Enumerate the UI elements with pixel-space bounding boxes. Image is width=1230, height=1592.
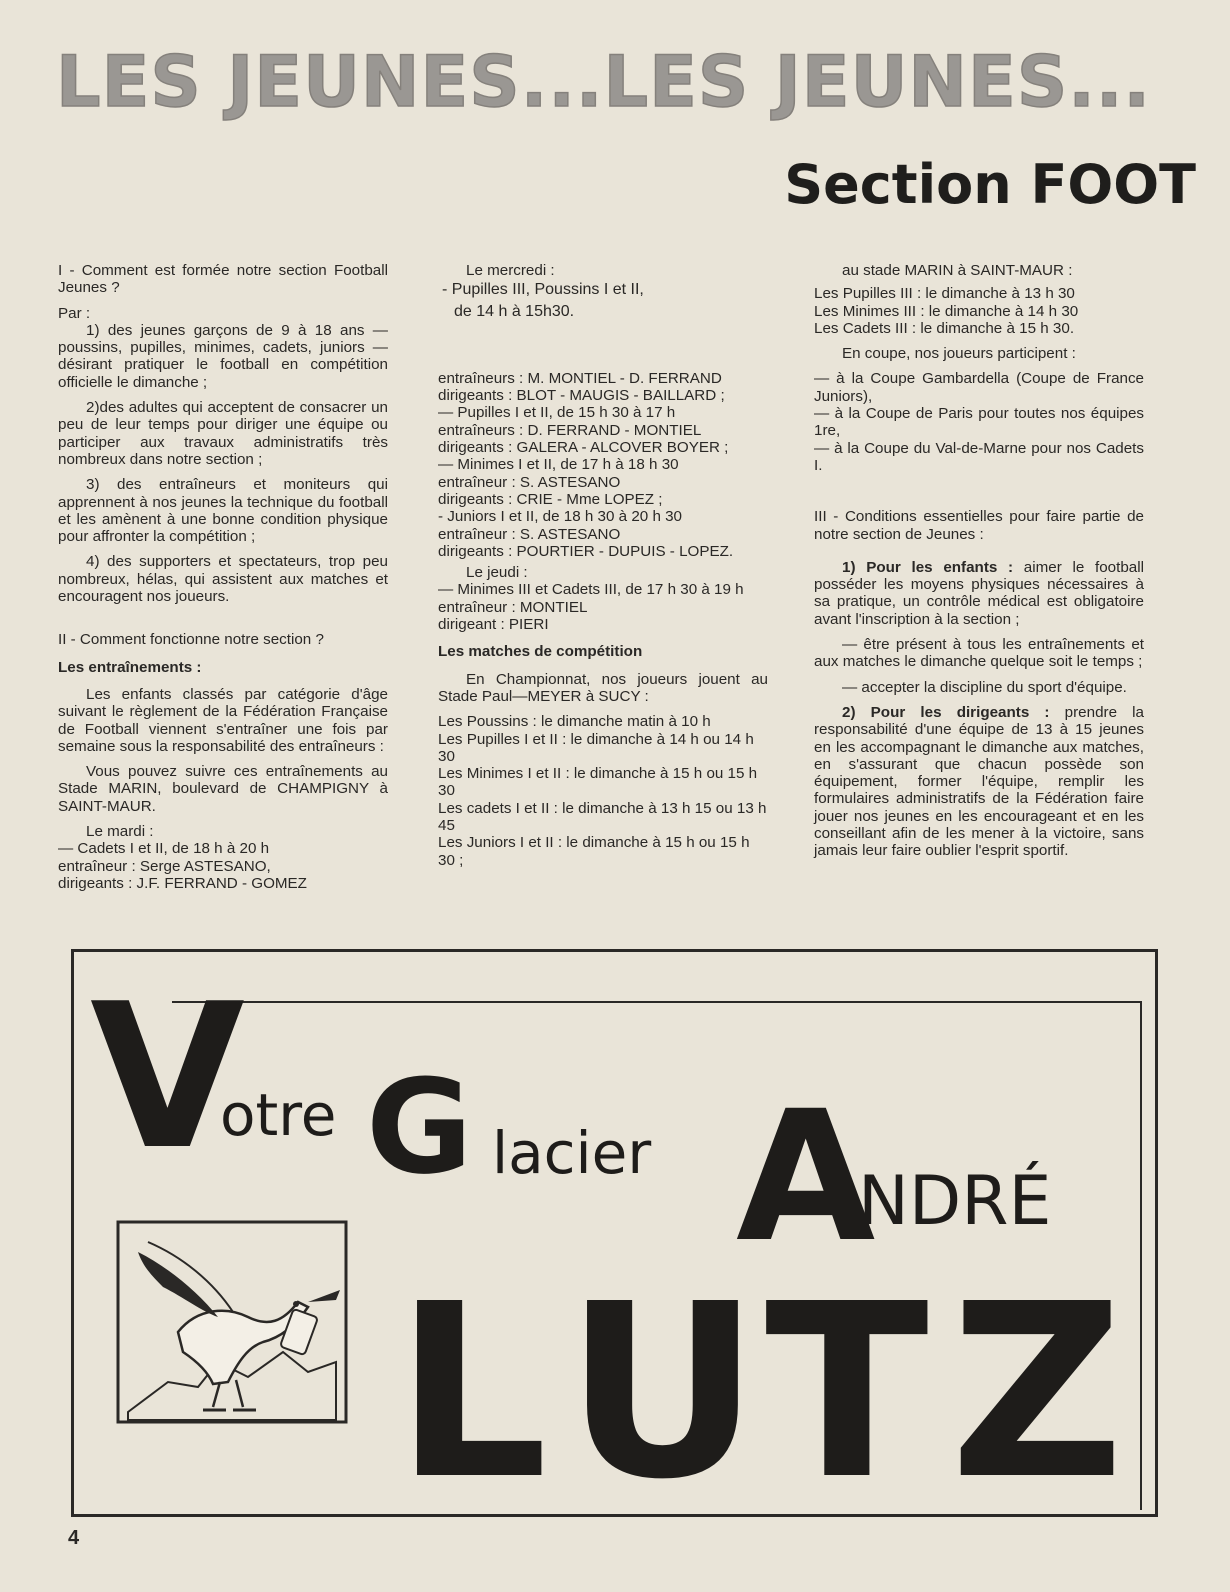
schedule-line: entraîneur : MONTIEL bbox=[438, 598, 588, 616]
ad-letter-t: T bbox=[765, 1252, 929, 1532]
paragraph: 3) des entraîneurs et moniteurs qui apprennent à nos jeunes la technique du football et les amènent à une bonne condition physique pour affronter la compétition ; bbox=[58, 476, 388, 546]
ad-word-ndre: NDRÉ bbox=[858, 1162, 1052, 1241]
match-line: Les Poussins : le dimanche matin à 10 h bbox=[438, 713, 711, 731]
day-label: Le mardi : bbox=[86, 823, 154, 841]
ad-letter-u: U bbox=[565, 1252, 760, 1532]
schedule-block bbox=[814, 285, 1144, 337]
cup-item: — à la Coupe Gambardella (Coupe de France Juniors), bbox=[814, 370, 1144, 405]
schedule-line: dirigeants : CRIE - Mme LOPEZ ; bbox=[438, 490, 663, 508]
ad-letter-g: G bbox=[366, 1051, 473, 1203]
schedule-line: entraîneurs : D. FERRAND - MONTIEL bbox=[438, 421, 702, 439]
question-3: III - Conditions essentielles pour faire partie de notre section de Jeunes : bbox=[814, 508, 1144, 543]
paragraph: En Championnat, nos joueurs jouent au Stade Paul—MEYER à SUCY : bbox=[438, 670, 768, 705]
paragraph: En coupe, nos joueurs participent : bbox=[842, 345, 1076, 363]
schedule-line: — Pupilles I et II, de 15 h 30 à 17 h bbox=[438, 404, 676, 422]
paragraph: Vous pouvez suivre ces entraînements au Stade MARIN, boulevard de CHAMPIGNY à SAINT-MAUR. bbox=[58, 763, 388, 815]
schedule-line: — Cadets I et II, de 18 h à 20 h bbox=[58, 840, 270, 858]
paragraph: — être présent à tous les entraînements et aux matches le dimanche quelque soit le temps ; bbox=[814, 636, 1144, 671]
schedule-block bbox=[438, 581, 768, 633]
ad-letter-l: L bbox=[395, 1252, 548, 1532]
schedule-block bbox=[58, 840, 388, 892]
question-1: I - Comment est formée notre section Football Jeunes ? bbox=[58, 262, 388, 297]
schedule-line: Les Minimes III : le dimanche à 14 h 30 bbox=[814, 302, 1079, 320]
condition-label: 2) Pour les dirigeants : bbox=[842, 703, 1050, 721]
schedule-line: dirigeants : GALERA - ALCOVER BOYER ; bbox=[438, 439, 729, 457]
par-label: Par : bbox=[58, 304, 91, 322]
match-line: Les Pupilles I et II : le dimanche à 14 h ou 14 h 30 bbox=[438, 730, 754, 765]
subheading-matches: Les matches de compétition bbox=[438, 643, 643, 661]
ad-word-lacier: lacier bbox=[492, 1119, 652, 1187]
match-line: Les Minimes I et II : le dimanche à 15 h ou 15 h 30 bbox=[438, 765, 758, 800]
schedule-line: — Minimes I et II, de 17 h à 18 h 30 bbox=[438, 456, 679, 474]
banner-title: LES JEUNES...LES JEUNES... bbox=[56, 41, 1152, 123]
subheading-entrainements: Les entraînements : bbox=[58, 658, 202, 676]
bird-illustration bbox=[108, 1212, 358, 1437]
match-line: Les Juniors I et II : le dimanche à 15 h ou 15 h 30 ; bbox=[438, 834, 750, 869]
day-label: Le mercredi : bbox=[466, 262, 555, 279]
paragraph: 4) des supporters et spectateurs, trop peu nombreux, hélas, qui assistent aux matches et encouragent nos joueurs. bbox=[58, 553, 388, 606]
schedule-line: Les Cadets III : le dimanche à 15 h 30. bbox=[814, 319, 1075, 337]
condition-text: prendre la responsabilité d'une équipe de 13 à 15 jeunes en les accompagnant le dimanche aux matches, en s'assurant que chacun possède son équipement, former l'équipe, remplir les formulaires administratifs de la Fédération faire jouer nos jeunes en les encourageant et en les conseillant afin de les mener à la victoire, sans jamais leur faire oublier l'esprit sportif. bbox=[814, 703, 1145, 860]
paragraph bbox=[814, 704, 1144, 860]
cup-item: — à la Coupe du Val-de-Marne pour nos Cadets I. bbox=[814, 439, 1144, 474]
schedule-line: dirigeants : BLOT - MAUGIS - BAILLARD ; bbox=[438, 387, 725, 405]
match-schedule bbox=[438, 713, 768, 869]
page-number: 4 bbox=[68, 1527, 80, 1549]
condition-label: 1) Pour les enfants : bbox=[842, 558, 1014, 576]
schedule-line: - Pupilles III, Poussins I et II, bbox=[442, 281, 644, 299]
schedule-line: dirigeants : POURTIER - DUPUIS - LOPEZ. bbox=[438, 542, 734, 560]
match-line: Les cadets I et II : le dimanche à 13 h 15 ou 13 h 45 bbox=[438, 799, 767, 835]
paragraph: 1) des jeunes garçons de 9 à 18 ans — poussins, pupilles, minimes, cadets, juniors — désirant pratiquer le football en compétition officielle le dimanche ; bbox=[58, 321, 388, 391]
condition-text: aimer le football posséder les moyens physiques nécessaires à sa pratique, un contrôle médical est obligatoire avant l'inscription à la section ; bbox=[814, 558, 1144, 628]
column-2 bbox=[438, 262, 768, 869]
schedule-line: entraîneurs : M. MONTIEL - D. FERRAND bbox=[438, 369, 722, 387]
paragraph: 2)des adultes qui acceptent de consacrer un peu de leur temps pour diriger une équipe ou participer aux travaux administratifs très nombreux dans notre section ; bbox=[58, 399, 388, 468]
schedule-line: de 14 h à 15h30. bbox=[454, 302, 575, 320]
column-1 bbox=[58, 262, 388, 892]
paragraph: au stade MARIN à SAINT-MAUR : bbox=[842, 262, 1073, 279]
cup-item: — à la Coupe de Paris pour toutes nos équipes 1re, bbox=[814, 405, 1144, 440]
column-3 bbox=[814, 262, 1144, 868]
ad-letter-a: A bbox=[736, 1073, 876, 1282]
schedule-line: — Minimes III et Cadets III, de 17 h 30 à 19 h bbox=[438, 581, 744, 599]
paragraph: — accepter la discipline du sport d'équipe. bbox=[842, 678, 1127, 696]
schedule-line: - Juniors I et II, de 18 h 30 à 20 h 30 bbox=[438, 508, 683, 526]
schedule-line: dirigeant : PIERI bbox=[438, 616, 549, 634]
paragraph: Les enfants classés par catégorie d'âge suivant le règlement de la Fédération Française de Football viennent s'entraîner une fois par semaine sous la responsabilité des entraîneurs : bbox=[58, 685, 388, 755]
schedule-line: entraîneur : S. ASTESANO bbox=[438, 473, 621, 491]
schedule-line: entraîneur : S. ASTESANO bbox=[438, 525, 621, 543]
schedule-line: Les Pupilles III : le dimanche à 13 h 30 bbox=[814, 285, 1075, 303]
cup-list bbox=[814, 370, 1144, 474]
schedule-block bbox=[438, 370, 768, 560]
question-2: II - Comment fonctionne notre section ? bbox=[58, 631, 324, 649]
paragraph bbox=[814, 559, 1144, 628]
ad-letter-v: V bbox=[90, 961, 245, 1194]
ad-letter-z: Z bbox=[950, 1252, 1125, 1532]
ad-word-otre: otre bbox=[220, 1081, 337, 1149]
schedule-line: dirigeants : J.F. FERRAND - GOMEZ bbox=[58, 874, 307, 892]
schedule-line: entraîneur : Serge ASTESANO, bbox=[58, 857, 271, 875]
ad-lutz bbox=[395, 1252, 1125, 1532]
section-title: Section FOOT bbox=[784, 153, 1196, 216]
day-label: Le jeudi : bbox=[466, 564, 528, 582]
